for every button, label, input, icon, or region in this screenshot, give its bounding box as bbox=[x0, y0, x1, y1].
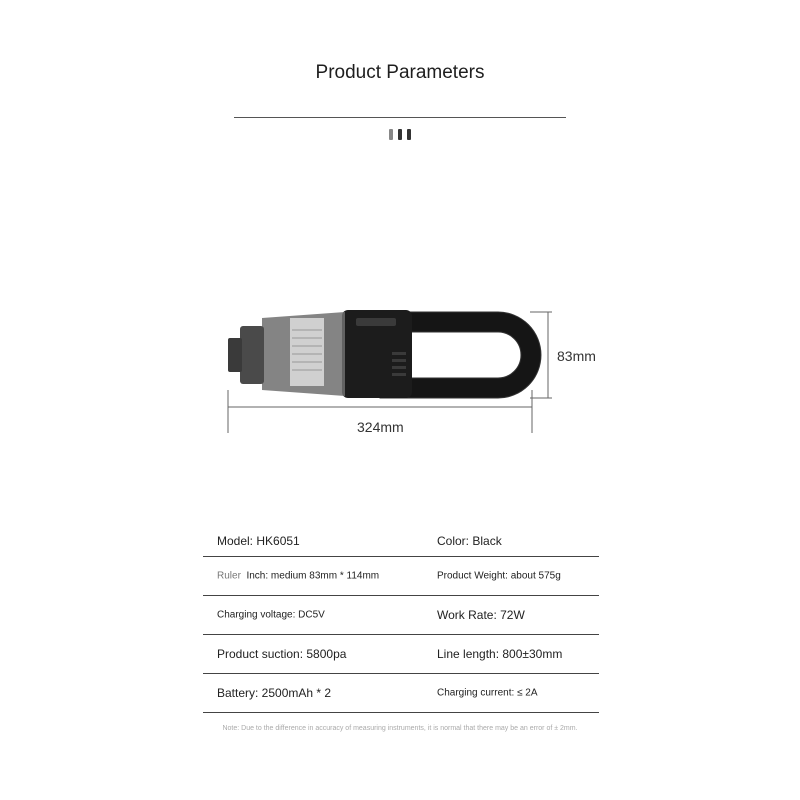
spec-size-prefix: Ruler bbox=[217, 570, 241, 582]
spec-color: Color: Black bbox=[437, 533, 502, 548]
spec-row bbox=[203, 674, 599, 713]
spec-row bbox=[203, 635, 599, 674]
spec-model: Model: HK6051 bbox=[217, 533, 300, 548]
spec-size bbox=[217, 571, 379, 582]
spec-row bbox=[203, 525, 599, 557]
spec-row bbox=[203, 596, 599, 635]
spec-charging-voltage: Charging voltage: DC5V bbox=[217, 609, 325, 621]
spec-battery: Battery: 2500mAh * 2 bbox=[217, 686, 332, 700]
vacuum-body bbox=[228, 310, 541, 398]
spec-row bbox=[203, 557, 599, 596]
height-dimension-label: 83mm bbox=[557, 348, 596, 364]
spec-line-length: Line length: 800±30mm bbox=[437, 647, 563, 661]
page-title: Product Parameters bbox=[315, 62, 485, 83]
width-dimension-label: 324mm bbox=[357, 419, 404, 435]
spec-table bbox=[203, 525, 599, 713]
spec-work-rate: Work Rate: 72W bbox=[437, 608, 525, 622]
measurement-note: Note: Due to the difference in accuracy of measuring instruments, it is normal that there may be an error of ± 2mm. bbox=[222, 725, 578, 732]
spec-charging-current: Charging current: ≤ 2A bbox=[437, 687, 538, 699]
spec-suction: Product suction: 5800pa bbox=[217, 647, 347, 661]
spec-weight: Product Weight: about 575g bbox=[437, 570, 561, 582]
spec-size-value: Inch: medium 83mm * 114mm bbox=[246, 570, 380, 582]
